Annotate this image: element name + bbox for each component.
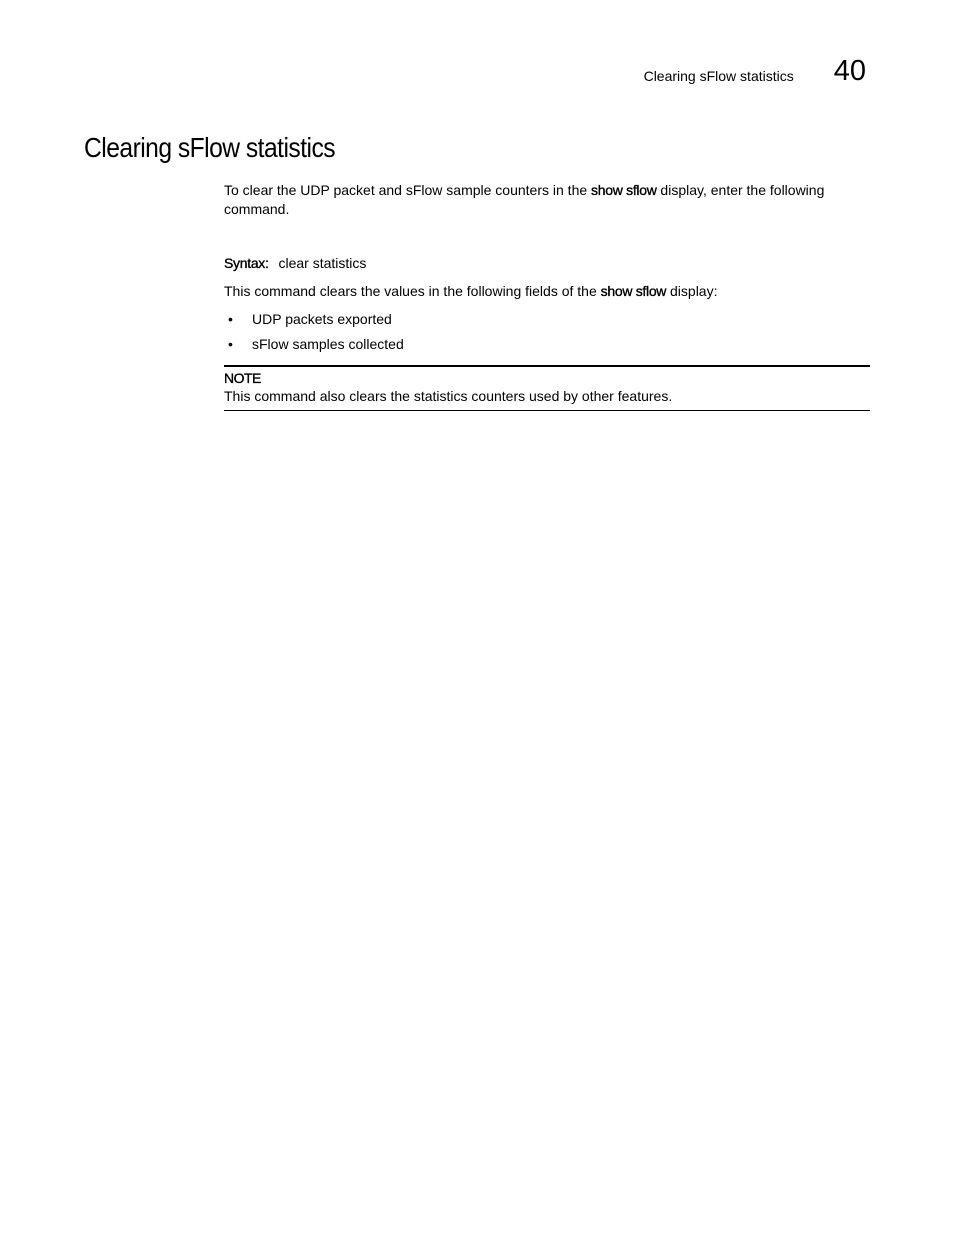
intro-text-before: To clear the UDP packet and sFlow sample counters in the [224,182,592,198]
intro-keyword: show sflow [591,182,657,198]
note-label: NOTE [224,370,261,386]
clears-paragraph [224,282,870,301]
syntax-label: Syntax: [224,255,269,271]
page-title: Clearing sFlow statistics [84,132,336,163]
clears-text-after: display: [666,283,718,299]
syntax-line [224,254,870,273]
list-item-text: sFlow samples collected [252,336,404,352]
note-text: This command also clears the statistics counters used by other features. [224,388,673,404]
bullet-icon: • [228,336,233,352]
chapter-number: 40 [833,55,866,87]
running-header [644,56,866,86]
clears-keyword: show sflow [600,283,667,299]
clears-text-before: This command clears the values in the following fields of the [224,283,601,299]
field-list [224,310,870,354]
syntax-command: clear statistics [278,255,367,271]
section-body [224,181,870,411]
bullet-icon: • [228,311,233,327]
running-header-title: Clearing sFlow statistics [643,68,794,84]
intro-text-after: display, enter the following command. [224,182,825,217]
list-item-text: UDP packets exported [252,311,392,327]
intro-paragraph [224,181,870,219]
list-item [224,335,870,354]
list-item [224,310,870,329]
note-box [224,365,870,411]
